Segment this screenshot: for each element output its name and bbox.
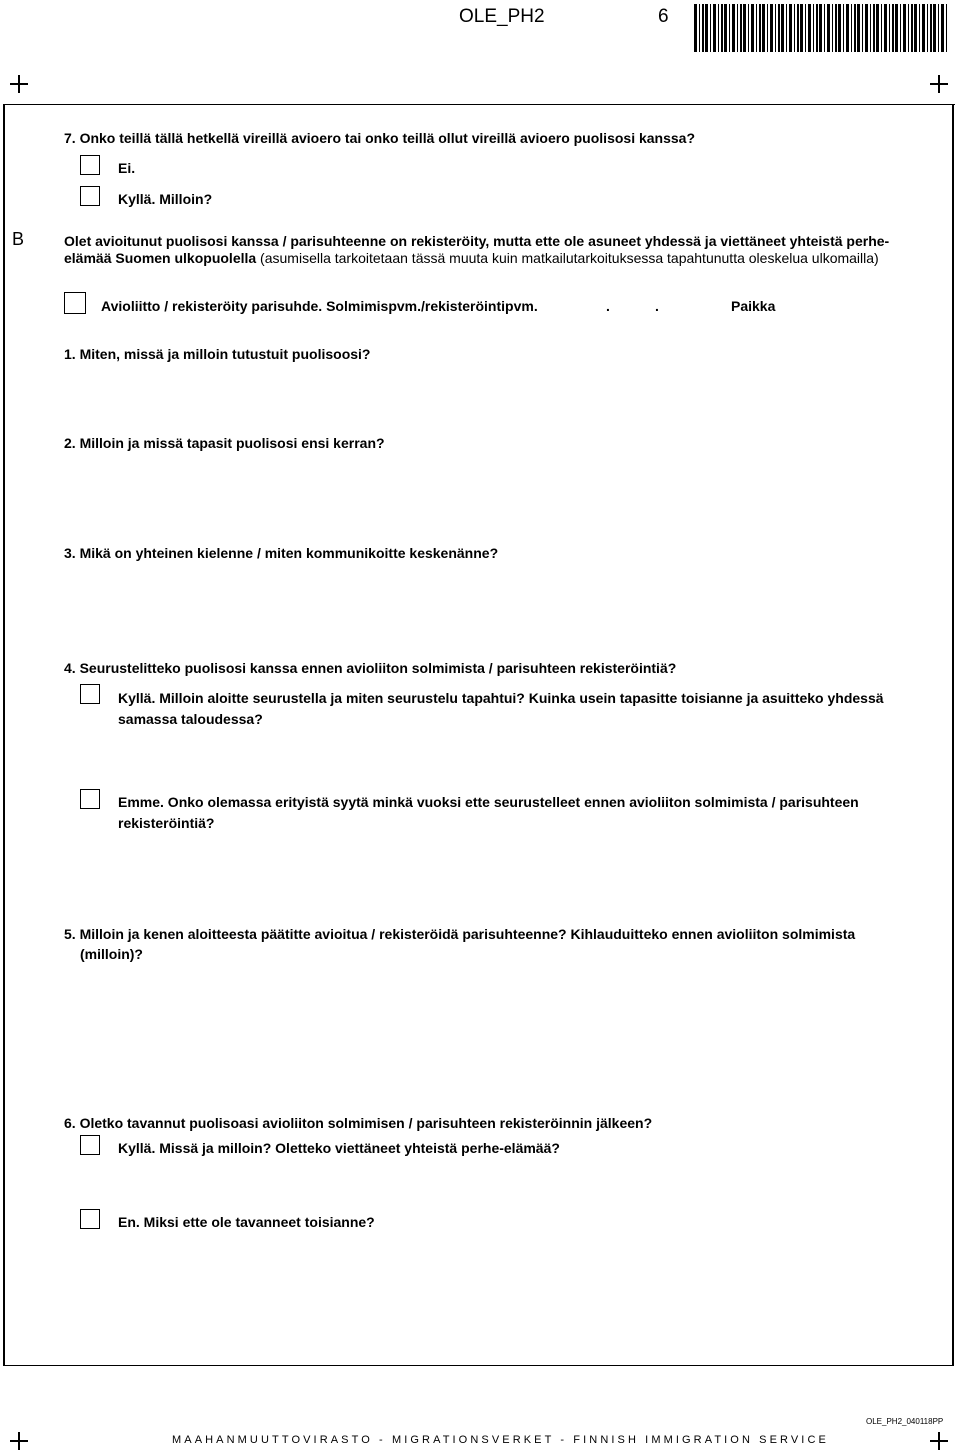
label-4-no-line1: Emme. Onko olemassa erityistä syytä minkä vuoksi ette seurustelleet ennen avioliiton solmimista / parisuhteen [118, 794, 859, 810]
question-4: 4. Seurustelitteko puolisosi kanssa ennen avioliiton solmimista / parisuhteen rekisteröintiä? [64, 660, 677, 676]
registration-mark-icon [930, 75, 948, 93]
label-7-yes: Kyllä. Milloin? [118, 191, 213, 207]
form-frame-right [952, 104, 954, 1366]
form-frame-bottom [3, 1365, 954, 1366]
question-1: 1. Miten, missä ja milloin tutustuit puolisoosi? [64, 346, 371, 362]
question-2: 2. Milloin ja missä tapasit puolisosi ensi kerran? [64, 435, 385, 451]
form-frame-left [3, 104, 5, 1366]
place-label: Paikka [731, 298, 776, 314]
question-5-line1: 5. Milloin ja kenen aloitteesta päätitte avioitua / rekisteröidä parisuhteenne? Kihlauduitteko ennen avioliiton solmimista [64, 926, 856, 942]
section-letter: B [12, 229, 25, 249]
question-3: 3. Mikä on yhteinen kielenne / miten kommunikoitte keskenänne? [64, 545, 499, 561]
question-7: 7. Onko teillä tällä hetkellä vireillä avioero tai onko teillä ollut vireillä avioero puolisosi kanssa? [64, 130, 696, 146]
registration-mark-icon [10, 1432, 28, 1450]
form-frame-top [3, 104, 955, 105]
checkbox-6-yes[interactable] [80, 1135, 100, 1155]
label-6-no: En. Miksi ette ole tavanneet toisianne? [118, 1214, 375, 1230]
section-b-intro-normal: (asumisella tarkoitetaan tässä muuta kuin matkailutarkoituksessa tapahtunutta oleskelua ulkomailla) [256, 250, 879, 266]
barcode [694, 4, 948, 52]
registration-mark-icon [930, 1432, 948, 1450]
agency-footer: MAAHANMUUTTOVIRASTO - MIGRATIONSVERKET - FINNISH IMMIGRATION SERVICE [172, 1434, 829, 1446]
checkbox-4-yes[interactable] [80, 684, 100, 704]
page-number: 6 [658, 6, 669, 27]
label-6-yes: Kyllä. Missä ja milloin? Oletteko viettäneet yhteistä perhe-elämää? [118, 1140, 560, 1156]
checkbox-7-yes[interactable] [80, 186, 100, 206]
form-code: OLE_PH2 [459, 6, 545, 27]
checkbox-6-no[interactable] [80, 1209, 100, 1229]
document-code: OLE_PH2_040118PP [866, 1417, 944, 1426]
section-b-intro-line1: Olet avioitunut puolisosi kanssa / parisuhteenne on rekisteröity, mutta ette ole asuneet yhdessä ja viettäneet yhteistä perhe- [64, 233, 890, 249]
checkbox-7-no[interactable] [80, 155, 100, 175]
section-b-intro-line2 [64, 248, 879, 268]
marriage-label: Avioliitto / rekisteröity parisuhde. Solmimispvm./rekisteröintipvm. [101, 298, 538, 314]
section-b-intro-bold: elämää Suomen ulkopuolella [64, 250, 257, 266]
label-4-no-line2: rekisteröintiä? [118, 815, 215, 831]
checkbox-marriage[interactable] [64, 292, 86, 314]
registration-mark-icon [10, 75, 28, 93]
label-4-yes-line2: samassa taloudessa? [118, 711, 263, 727]
label-4-yes-line1: Kyllä. Milloin aloitte seurustella ja miten seurustelu tapahtui? Kuinka usein tapasitte toisianne ja asuitteko yhdessä [118, 690, 884, 706]
label-7-no: Ei. [118, 160, 136, 176]
question-5-line2: (milloin)? [80, 946, 143, 962]
question-6: 6. Oletko tavannut puolisoasi avioliiton solmimisen / parisuhteen rekisteröinnin jälkeen? [64, 1115, 653, 1131]
date-separator: . [606, 298, 610, 314]
date-separator: . [655, 298, 659, 314]
checkbox-4-no[interactable] [80, 789, 100, 809]
